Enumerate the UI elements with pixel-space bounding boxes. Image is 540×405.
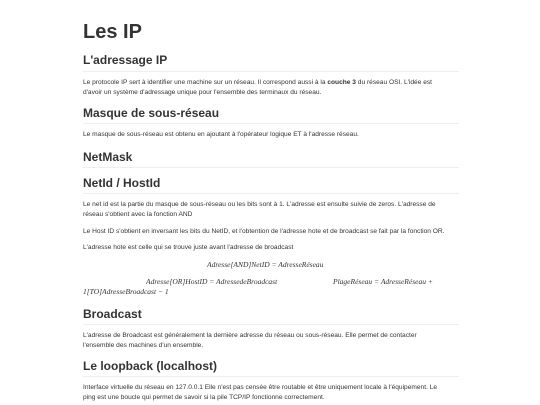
- section-heading-broadcast: Broadcast: [83, 307, 142, 321]
- paragraph-loopback-line-1: Interface virtuelle du réseau en 127.0.0.1 Elle n'est pas censée être routable et être uniquement locale à l'équipement. Le: [83, 384, 438, 391]
- paragraph-loopback-line-2: ping est une boucle qui permet de savoir si la pile TCP/IP fonctionne correctement.: [83, 394, 325, 401]
- section-divider: [83, 376, 459, 377]
- paragraph-loopback: [83, 383, 459, 403]
- section-divider: [83, 324, 459, 325]
- paragraph-adressage-text-1: Le protocole IP sert à identifier une machine sur un réseau. Il correspond aussi à la: [83, 79, 328, 86]
- page-title: Les IP: [83, 21, 142, 43]
- paragraph-adressage-text-3: d'avoir un système d'adressage unique pour l'ensemble des terminaux du réseau.: [83, 89, 322, 96]
- section-divider: [83, 123, 459, 124]
- formula-network-range-continued: 1[TO]AdresseBroadcast − 1: [83, 287, 169, 296]
- paragraph-adressage: [83, 78, 459, 98]
- section-heading-adressage: L'adressage IP: [83, 53, 168, 67]
- section-divider: [83, 167, 459, 168]
- paragraph-broadcast: [83, 331, 459, 351]
- paragraph-broadcast-line-2: l'ensemble des machines d'un ensemble.: [83, 342, 204, 349]
- paragraph-broadcast-line-1: L'adresse de Broadcast est généralement la dernière adresse du réseau ou sous-réseau. Elle permet de contacter: [83, 332, 417, 339]
- formula-network-address: Adresse[AND]NetID = AdresseRéseau: [207, 260, 324, 269]
- paragraph-netid-1: [83, 200, 459, 220]
- section-heading-netid: NetId / HostId: [83, 176, 161, 190]
- section-divider: [83, 193, 459, 194]
- section-divider: [83, 71, 459, 72]
- paragraph-netid-1-line-2: réseau s'obtient avec la fonction AND: [83, 211, 193, 218]
- paragraph-masque: Le masque de sous-réseau est obtenu en ajoutant à l'opérateur logique ET à l'adresse réseau.: [83, 131, 359, 138]
- formula-network-range: PlageRéseau = AdresseRéseau +: [333, 277, 433, 286]
- paragraph-adressage-text-2: du réseau OSI. L'idée est: [355, 79, 432, 86]
- paragraph-netid-3: L'adresse hote est celle qui se trouve juste avant l'adresse de broadcast: [83, 244, 294, 251]
- paragraph-adressage-emphasis: couche 3: [327, 79, 356, 86]
- section-heading-loopback: Le loopback (localhost): [83, 359, 218, 373]
- formula-broadcast-address: Adresse[OR]HostID = AdressedeBroadcast: [146, 277, 278, 286]
- section-heading-masque: Masque de sous-réseau: [83, 106, 220, 120]
- paragraph-netid-2: Le Host ID s'obtient en inversant les bits du NetID, et l'obtention de l'adresse hote et de broadcast se fait par la fonction OR.: [83, 228, 445, 235]
- paragraph-netid-1-line-1: Le net id est la partie du masque de sous-réseau ou les bits sont à 1. L'adresse est ensulte suivie de zeros. L'adresse de: [83, 201, 436, 208]
- section-heading-netmask: NetMask: [83, 150, 133, 164]
